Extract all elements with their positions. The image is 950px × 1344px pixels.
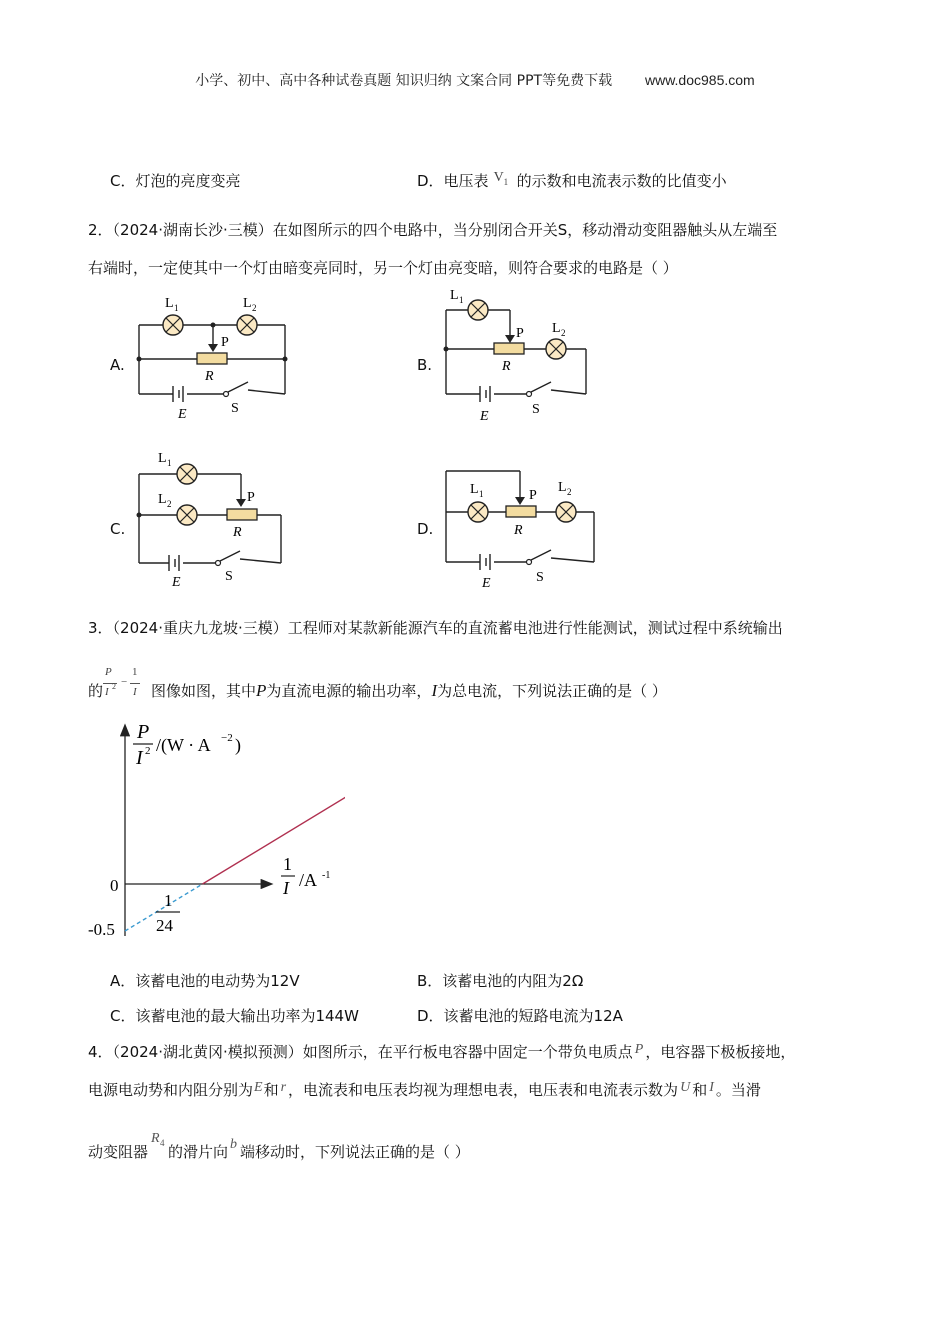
svg-text:R: R (233, 525, 242, 540)
svg-text:L: L (158, 451, 167, 466)
svg-text:L: L (552, 321, 561, 336)
svg-text:1: 1 (174, 303, 179, 313)
svg-text:L: L (558, 480, 567, 495)
svg-text:P: P (221, 335, 229, 350)
svg-text:S: S (225, 569, 233, 584)
svg-text:R: R (502, 359, 511, 374)
q3-stem-line2: 的 P I 2 − 1 I 图像如图，其中P为直流电源的输出功率，I为总电流，下列说法正确的是（ ） (88, 665, 667, 700)
xlabel-unit: /A (299, 870, 317, 890)
svg-text:S: S (532, 402, 540, 417)
lamp-l2-icon (177, 505, 197, 525)
lamp-l1-icon (468, 300, 488, 320)
svg-text:2: 2 (567, 487, 572, 497)
voltmeter-sub: 1 (503, 177, 509, 187)
q4-stem-line2: 电源电动势和内阻分别为E和 r ，电流表和电压表均视为理想电表，电压表和电流表示数为 U 和 I 。当滑 (88, 1080, 761, 1099)
header-site-url: www.doc985.com (644, 72, 755, 88)
q1-option-d: D．电压表 V 1 的示数和电流表示数的比值变小 (417, 170, 727, 190)
circuit-diagram-b (432, 283, 602, 428)
svg-text:2: 2 (252, 303, 257, 313)
circuit-diagram-d (432, 455, 607, 595)
svg-text:1: 1 (167, 458, 172, 468)
origin-label: 0 (110, 876, 119, 895)
svg-text:L: L (165, 296, 174, 311)
svg-text:L: L (470, 482, 479, 497)
svg-text:P: P (529, 488, 537, 503)
xlabel-num: 1 (283, 854, 292, 874)
ylabel-unit: /(W · A (156, 735, 211, 755)
svg-text:R: R (514, 523, 523, 538)
svg-text:S: S (536, 570, 544, 585)
q1-option-c: C．灯泡的亮度变亮 (110, 172, 241, 190)
svg-text:R: R (205, 369, 214, 384)
y-intercept-label: -0.5 (88, 920, 115, 939)
svg-text:E: E (480, 409, 489, 424)
q3-stem-line1: 3．（2024·重庆九龙坡·三模）工程师对某款新能源汽车的直流蓄电池进行性能测试，测试过程中系统输出 (88, 619, 783, 637)
ylabel-den: I (136, 747, 143, 769)
circuit-a-label: A. (110, 356, 125, 374)
svg-text:2: 2 (167, 499, 172, 509)
ylabel-den-sup: 2 (145, 745, 151, 757)
rheostat-icon (494, 343, 524, 354)
svg-text:2: 2 (561, 328, 566, 338)
svg-text:L: L (450, 288, 459, 303)
lamp-l1-icon (468, 502, 488, 522)
circuit-diagram-a (125, 290, 300, 425)
ylabel-unit-sup: −2 (221, 732, 233, 744)
q2-stem-line2: 右端时，一定使其中一个灯由暗变亮同时，另一个灯由亮变暗，则符合要求的电路是（ ） (88, 259, 678, 277)
q3-option-c: C．该蓄电池的最大输出功率为144W (110, 1007, 359, 1025)
lamp-l1-icon (177, 464, 197, 484)
xlabel-den: I (283, 878, 289, 898)
q4-stem-line3: 动变阻器 R 4 的滑片向 b 端移动时，下列说法正确的是（ ） (88, 1131, 470, 1161)
rheostat-icon (197, 353, 227, 364)
lamp-l2-icon (237, 315, 257, 335)
svg-text:L: L (158, 492, 167, 507)
circuit-diagram-c (125, 445, 295, 590)
svg-text:L: L (243, 296, 252, 311)
q2-stem-line1: 2．（2024·湖南长沙·三模）在如图所示的四个电路中，当分别闭合开关S，移动滑动变阻器触头从左端至 (88, 221, 778, 239)
xlabel-unit-sup: -1 (322, 870, 331, 881)
rheostat-icon (227, 509, 257, 520)
lamp-l1-icon (163, 315, 183, 335)
lamp-l2-icon (556, 502, 576, 522)
q4-stem-line1: 4．（2024·湖北黄冈·模拟预测）如图所示，在平行板电容器中固定一个带负电质点 P ，电容器下极板接地， (88, 1042, 796, 1061)
svg-text:1: 1 (459, 295, 464, 305)
svg-text:E: E (178, 407, 187, 422)
svg-text:E: E (172, 575, 181, 590)
q3-option-b: B．该蓄电池的内阻为2Ω (417, 972, 584, 990)
ylabel-num: P (137, 721, 150, 743)
circuit-c-label: C. (110, 520, 126, 538)
x-intercept-den: 24 (156, 916, 173, 935)
q3-chart (85, 718, 345, 948)
circuit-d-label: D. (417, 520, 434, 538)
q3-option-a: A．该蓄电池的电动势为12V (110, 972, 300, 990)
q3-option-d: D．该蓄电池的短路电流为12A (417, 1007, 623, 1025)
x-intercept-num: 1 (164, 891, 173, 910)
header-site-text: 小学、初中、高中各种试卷真题 知识归纳 文案合同 PPT等免费下载 (195, 73, 613, 89)
svg-text:S: S (231, 401, 239, 416)
page-header (0, 70, 950, 90)
rheostat-icon (506, 506, 536, 517)
lamp-l2-icon (546, 339, 566, 359)
svg-text:P: P (516, 326, 524, 341)
voltmeter-symbol: V (493, 170, 504, 185)
ylabel-close: ) (235, 735, 241, 755)
svg-text:P: P (247, 490, 255, 505)
circuit-b-label: B. (417, 356, 433, 374)
svg-text:1: 1 (479, 489, 484, 499)
svg-text:E: E (482, 576, 491, 591)
